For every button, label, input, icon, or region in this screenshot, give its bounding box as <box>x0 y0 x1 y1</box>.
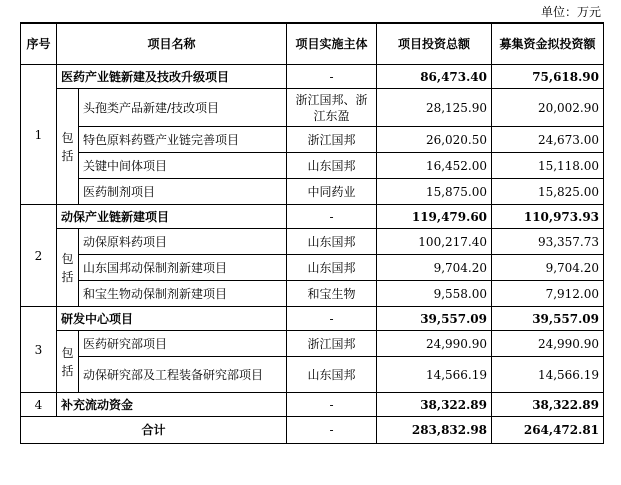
include-label-char: 包 <box>61 130 74 145</box>
header-entity: 项目实施主体 <box>287 23 377 65</box>
total-raised: 264,472.81 <box>492 417 604 444</box>
group-raised: 39,557.09 <box>492 307 604 331</box>
investment-table <box>20 22 604 444</box>
table-row <box>21 331 604 357</box>
item-entity: 浙江国邦、浙江东盈 <box>287 89 377 127</box>
include-label-char: 包 <box>61 345 74 360</box>
item-raised: 24,990.90 <box>492 331 604 357</box>
group-total: 119,479.60 <box>377 205 492 229</box>
include-label <box>57 89 79 205</box>
item-total: 16,452.00 <box>377 153 492 179</box>
row-seq: 2 <box>21 205 57 307</box>
include-label <box>57 229 79 307</box>
item-entity: 山东国邦 <box>287 153 377 179</box>
item-total: 100,217.40 <box>377 229 492 255</box>
item-entity: 山东国邦 <box>287 229 377 255</box>
item-raised: 15,118.00 <box>492 153 604 179</box>
group-total: 39,557.09 <box>377 307 492 331</box>
table-row <box>21 255 604 281</box>
table-row <box>21 205 604 229</box>
header-name: 项目名称 <box>57 23 287 65</box>
item-raised: 20,002.90 <box>492 89 604 127</box>
table-header-row <box>21 23 604 65</box>
item-total: 24,990.90 <box>377 331 492 357</box>
item-entity: 山东国邦 <box>287 357 377 393</box>
item-total: 26,020.50 <box>377 127 492 153</box>
include-label <box>57 331 79 393</box>
item-raised: 93,357.73 <box>492 229 604 255</box>
item-entity: 和宝生物 <box>287 281 377 307</box>
item-entity: 山东国邦 <box>287 255 377 281</box>
item-entity: 浙江国邦 <box>287 331 377 357</box>
group-title: 动保产业链新建项目 <box>57 205 287 229</box>
item-entity: 浙江国邦 <box>287 127 377 153</box>
include-label-char: 括 <box>61 363 74 378</box>
group-entity: - <box>287 393 377 417</box>
item-name: 和宝生物动保制剂新建项目 <box>79 281 287 307</box>
header-raised: 募集资金拟投资额 <box>492 23 604 65</box>
header-seq: 序号 <box>21 23 57 65</box>
group-title: 医药产业链新建及技改升级项目 <box>57 65 287 89</box>
table-row <box>21 65 604 89</box>
item-raised: 15,825.00 <box>492 179 604 205</box>
group-total: 86,473.40 <box>377 65 492 89</box>
item-name: 山东国邦动保制剂新建项目 <box>79 255 287 281</box>
item-name: 医药研究部项目 <box>79 331 287 357</box>
table-row <box>21 127 604 153</box>
group-title: 补充流动资金 <box>57 393 287 417</box>
table-row <box>21 89 604 127</box>
group-entity: - <box>287 307 377 331</box>
item-raised: 14,566.19 <box>492 357 604 393</box>
total-row <box>21 417 604 444</box>
table-body <box>21 65 604 444</box>
item-name: 动保研究部及工程装备研究部项目 <box>79 357 287 393</box>
group-raised: 110,973.93 <box>492 205 604 229</box>
unit-label: 单位：万元 <box>540 5 601 19</box>
table-row <box>21 179 604 205</box>
header-total: 项目投资总额 <box>377 23 492 65</box>
total-entity: - <box>287 417 377 444</box>
row-seq: 3 <box>21 307 57 393</box>
row-seq: 1 <box>21 65 57 205</box>
item-raised: 9,704.20 <box>492 255 604 281</box>
item-total: 9,558.00 <box>377 281 492 307</box>
table-row <box>21 393 604 417</box>
table-row <box>21 229 604 255</box>
item-raised: 7,912.00 <box>492 281 604 307</box>
item-total: 15,875.00 <box>377 179 492 205</box>
item-entity: 中同药业 <box>287 179 377 205</box>
item-raised: 24,673.00 <box>492 127 604 153</box>
include-label-char: 包 <box>61 251 74 266</box>
item-total: 14,566.19 <box>377 357 492 393</box>
item-name: 特色原料药暨产业链完善项目 <box>79 127 287 153</box>
table-row <box>21 281 604 307</box>
item-total: 9,704.20 <box>377 255 492 281</box>
include-label-char: 括 <box>61 148 74 163</box>
item-name: 动保原料药项目 <box>79 229 287 255</box>
total-sum: 283,832.98 <box>377 417 492 444</box>
include-label-char: 括 <box>61 269 74 284</box>
group-raised: 75,618.90 <box>492 65 604 89</box>
group-entity: - <box>287 65 377 89</box>
group-raised: 38,322.89 <box>492 393 604 417</box>
row-seq: 4 <box>21 393 57 417</box>
table-row <box>21 307 604 331</box>
item-name: 关键中间体项目 <box>79 153 287 179</box>
group-title: 研发中心项目 <box>57 307 287 331</box>
table-row <box>21 153 604 179</box>
item-total: 28,125.90 <box>377 89 492 127</box>
total-label: 合计 <box>21 417 287 444</box>
group-entity: - <box>287 205 377 229</box>
table-row <box>21 357 604 393</box>
item-name: 头孢类产品新建/技改项目 <box>79 89 287 127</box>
group-total: 38,322.89 <box>377 393 492 417</box>
item-name: 医药制剂项目 <box>79 179 287 205</box>
